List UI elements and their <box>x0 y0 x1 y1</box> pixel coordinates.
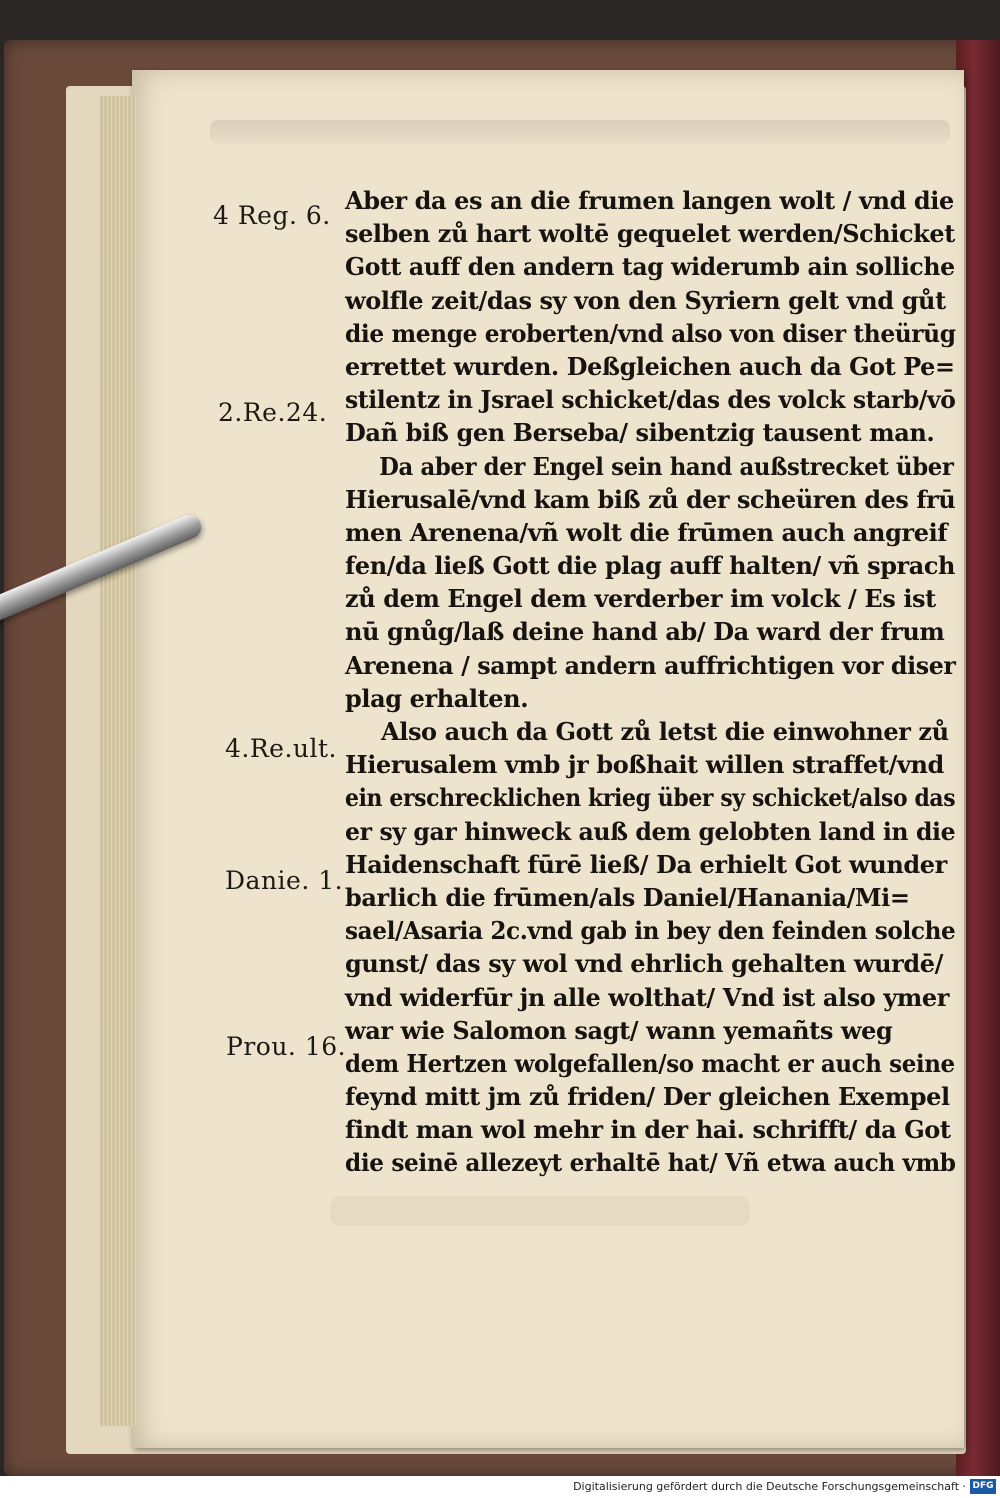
text-line: Hierusalē/vnd kam biß zů der scheüren des frū <box>345 484 956 514</box>
text-line: zů dem Engel dem verderber im volck / Es ist <box>345 584 936 614</box>
margin-note-4-reg-6: 4 Reg. 6. <box>213 201 331 230</box>
dfg-logo: DFG <box>970 1479 996 1494</box>
text-line: feynd mitt jm zů friden/ Der gleichen Exempel <box>345 1082 950 1112</box>
ink-bleed-through-bottom <box>330 1196 750 1226</box>
margin-note-4-re-ult: 4.Re.ult. <box>225 734 338 763</box>
text-line: selben zů hart woltē gequelet werden/Schicket <box>345 219 955 249</box>
ink-bleed-through <box>210 120 950 144</box>
text-line: stilentz in Jsrael schicket/das des volck starb/vō <box>345 385 956 415</box>
text-line: Hierusalem vmb jr boßhait willen straffet/vnd <box>345 750 944 780</box>
text-line: Also auch da Gott zů letst die einwohner zů <box>381 717 949 746</box>
text-line: findt man wol mehr in der hai. schrifft/ da Got <box>345 1115 951 1145</box>
text-line: barlich die frūmen/als Daniel/Hanania/Mi= <box>345 882 910 912</box>
text-line: Haidenschaft fūrē ließ/ Da erhielt Got wunder <box>345 849 947 879</box>
text-line: men Arenena/vñ wolt die frūmen auch angreif <box>345 517 948 547</box>
text-line: Da aber der Engel sein hand außstrecket über <box>379 451 954 481</box>
text-line: die seinē allezeyt erhaltē hat/ Vñ etwa auch vmb <box>345 1148 956 1178</box>
margin-note-2-re-24: 2.Re.24. <box>218 398 328 427</box>
text-line: war wie Salomon sagt/ wann yemañts weg <box>345 1015 893 1045</box>
text-line: die menge eroberten/vnd also von diser theürūg <box>345 318 956 348</box>
text-line: sael/Asaria 2c.vnd gab in bey den feinden solche <box>345 916 956 946</box>
text-line: Aber da es an die frumen langen wolt / vnd die <box>345 186 954 215</box>
margin-note-prou-16: Prou. 16. <box>226 1032 347 1061</box>
margin-note-danie-1: Danie. 1. <box>225 866 344 895</box>
text-line: er sy gar hinweck auß dem gelobten land in die <box>345 816 956 846</box>
text-line: ein erschrecklichen krieg über sy schicket/also das <box>345 783 956 813</box>
funding-credit: Digitalisierung gefördert durch die Deutsche Forschungsgemeinschaft · <box>573 1480 966 1493</box>
text-line: fen/da ließ Gott die plag auff halten/ vñ sprach <box>345 551 956 581</box>
page-edges <box>100 96 136 1426</box>
text-line: Dañ biß gen Berseba/ sibentzig tausent man. <box>345 418 935 448</box>
text-line: vnd widerfūr jn alle wolthat/ Vnd ist also ymer <box>345 982 950 1012</box>
text-line: errettet wurden. Deßgleichen auch da Got Pe= <box>345 351 955 381</box>
text-line: Arenena / sampt andern auffrichtigen vor diser <box>345 650 956 680</box>
text-line: dem Hertzen wolgefallen/so macht er auch seine <box>345 1048 955 1078</box>
text-line: Gott auff den andern tag widerumb ain solliche <box>345 252 955 282</box>
text-line: nū gnůg/laß deine hand ab/ Da ward der frum <box>345 617 945 647</box>
text-line: gunst/ das sy wol vnd ehrlich gehalten wurdē/ <box>345 949 943 979</box>
body-text <box>345 184 955 1180</box>
text-line: plag erhalten. <box>345 683 529 713</box>
text-line: wolfle zeit/das sy von den Syriern gelt vnd gůt <box>345 285 946 315</box>
